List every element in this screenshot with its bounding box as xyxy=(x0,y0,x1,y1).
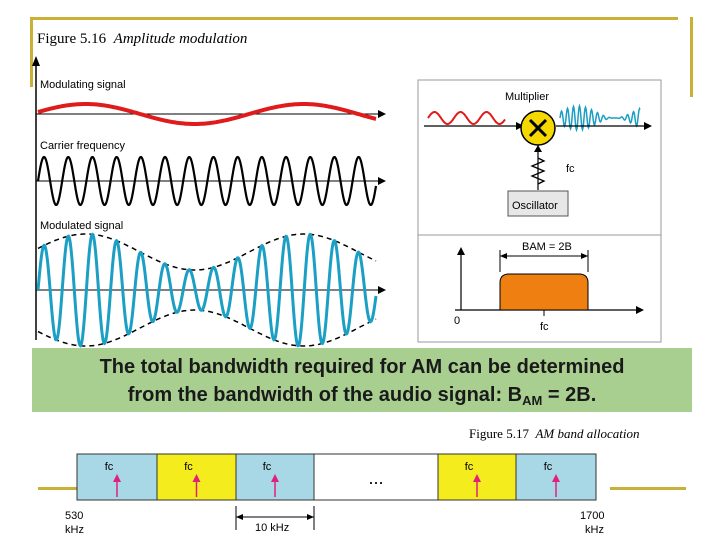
figure-516-number: Figure 5.16 xyxy=(37,31,107,47)
band-fc-label: fc xyxy=(464,461,474,473)
spectrum-fc-label: fc xyxy=(540,321,549,333)
right-frequency-label: 1700 xyxy=(580,510,605,522)
figure-517-title: AM band allocation xyxy=(535,426,640,441)
note-line-2-subscript: AM xyxy=(522,393,543,408)
band-fc-label: fc xyxy=(262,461,272,473)
spacing-label: 10 kHz xyxy=(255,522,290,534)
left-frequency-unit: kHz xyxy=(65,524,84,536)
modulated-signal-label: Modulated signal xyxy=(40,220,124,232)
band-fc-label: fc xyxy=(184,461,193,473)
spectrum-zero-label: 0 xyxy=(454,315,461,327)
left-frequency-label: 530 xyxy=(65,510,84,522)
band-fc-label: fc xyxy=(104,461,114,473)
figure-517-number: Figure 5.17 xyxy=(469,426,529,441)
note-line-2-prefix: from the bandwidth of the audio signal: B xyxy=(127,384,523,406)
modulating-signal-label: Modulating signal xyxy=(40,79,126,91)
bandwidth-label: BAM = 2B xyxy=(522,241,572,253)
multiplier-label: Multiplier xyxy=(505,91,550,103)
note-line-2-suffix: = 2B. xyxy=(542,384,597,406)
oscillator-label: Oscillator xyxy=(512,200,558,212)
oscillator-fc-label: fc xyxy=(566,163,575,175)
right-frequency-unit: kHz xyxy=(585,524,604,536)
spacing-arrow-right xyxy=(307,514,314,520)
band-ellipsis: ... xyxy=(368,468,384,488)
note-line-1: The total bandwidth required for AM can be determined xyxy=(99,356,625,378)
carrier-frequency-label: Carrier frequency xyxy=(40,140,125,152)
spacing-arrow-left xyxy=(236,514,243,520)
band-fc-label: fc xyxy=(543,461,553,473)
figure-516-title: Amplitude modulation xyxy=(113,31,248,47)
